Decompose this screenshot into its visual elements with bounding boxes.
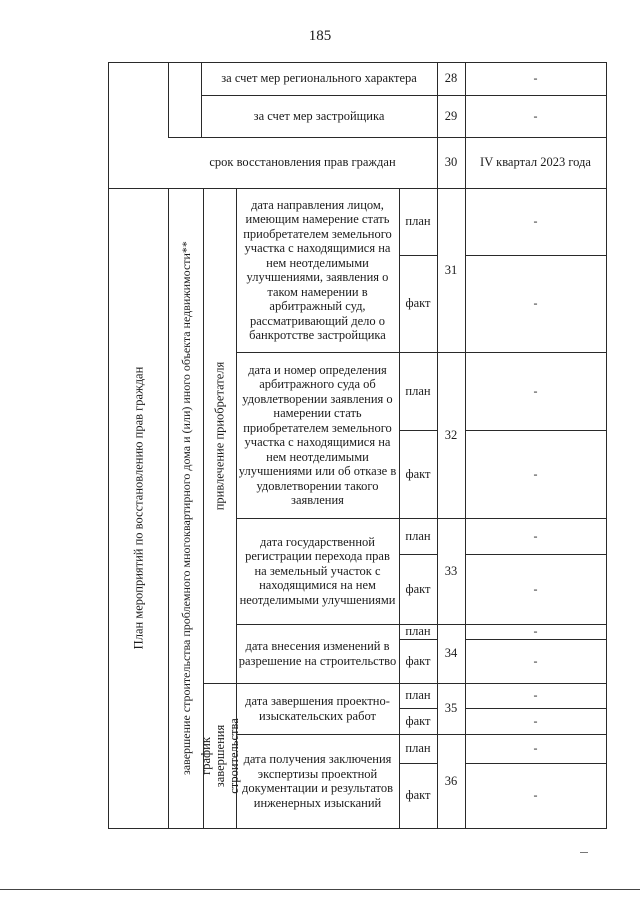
row-33-fact-value: -: [533, 581, 538, 596]
row-34-fact-label: факт: [405, 653, 431, 668]
row-35-fact-value: -: [533, 713, 538, 728]
row-31-fact-value: -: [533, 296, 538, 311]
page-number: 185: [308, 28, 332, 44]
row-34-plan-label: план: [405, 624, 431, 639]
row-36-number: 36: [444, 773, 458, 788]
completion-vertical-header: завершение строительства проблемного многоквартирного дома и (или) иного объекта недвижимости**: [178, 241, 193, 775]
row-33-number: 33: [444, 563, 458, 578]
row-36-plan-value: -: [533, 741, 538, 756]
row-34-description: дата внесения изменений в разрешение на строительство: [238, 639, 397, 668]
row-34-plan-value: -: [533, 624, 538, 639]
row-33-plan-label: план: [405, 528, 431, 543]
row-28-value: -: [533, 71, 538, 86]
row-32-plan-label: план: [405, 383, 431, 398]
scan-mark: [580, 852, 588, 853]
row-29-label: за счет мер застройщика: [253, 108, 385, 123]
row-31-fact-label: факт: [405, 296, 431, 311]
row-34-fact-value: -: [533, 653, 538, 668]
schedule-vertical-header: график завершения строительства: [198, 717, 241, 794]
row-32-plan-value: -: [533, 383, 538, 398]
row-35-plan-value: -: [533, 688, 538, 703]
row-35-description: дата завершения проектно-изыскательских работ: [245, 694, 390, 723]
row-32-fact-label: факт: [405, 466, 431, 481]
row-33-plan-value: -: [533, 528, 538, 543]
row-35-number: 35: [444, 701, 458, 716]
row-30-value: IV квартал 2023 года: [480, 155, 591, 170]
row-31-plan-value: -: [533, 214, 538, 229]
row-32-number: 32: [444, 427, 458, 442]
plan-vertical-header: План мероприятий по восстановлению прав граждан: [131, 366, 145, 650]
row-34-number: 34: [444, 646, 458, 661]
row-31-plan-label: план: [405, 214, 431, 229]
row-36-fact-label: факт: [405, 788, 431, 803]
row-32-fact-value: -: [533, 466, 538, 481]
row-29-number: 29: [444, 108, 458, 123]
row-32-description: дата и номер определения арбитражного суда об удовлетворении заявления о намерении стать приобретателем земельного участка с находящимися на нем неотделимыми улучшениями или об отказе в удовлетворении такого заявления: [238, 362, 397, 507]
footer-rule: [0, 889, 640, 890]
row-30-label: срок восстановления прав граждан: [209, 155, 396, 170]
acquirer-vertical-header: привлечение приобретателя: [212, 361, 227, 510]
row-30-number: 30: [444, 155, 458, 170]
row-31-description: дата направления лицом, имеющим намерение стать приобретателем земельного участка с находящимися на нем неотделимыми улучшениями, заявления о таком намерении в арбитражный суд, рассматривающий дело о банкротстве застройщика: [243, 197, 392, 342]
row-33-fact-label: факт: [405, 581, 431, 596]
row-33-description: дата государственной регистрации перехода прав на земельный участок с находящимися на нем неотделимыми улучшениями: [239, 534, 396, 607]
row-35-fact-label: факт: [405, 713, 431, 728]
row-36-fact-value: -: [533, 788, 538, 803]
row-29-value: -: [533, 108, 538, 123]
row-28-number: 28: [444, 71, 458, 86]
row-36-description: дата получения заключения экспертизы проектной документации и результатов инженерных изысканий: [242, 752, 393, 810]
row-28-label: за счет мер регионального характера: [221, 71, 417, 86]
row-35-plan-label: план: [405, 688, 431, 703]
row-31-number: 31: [444, 262, 458, 277]
row-36-plan-label: план: [405, 741, 431, 756]
